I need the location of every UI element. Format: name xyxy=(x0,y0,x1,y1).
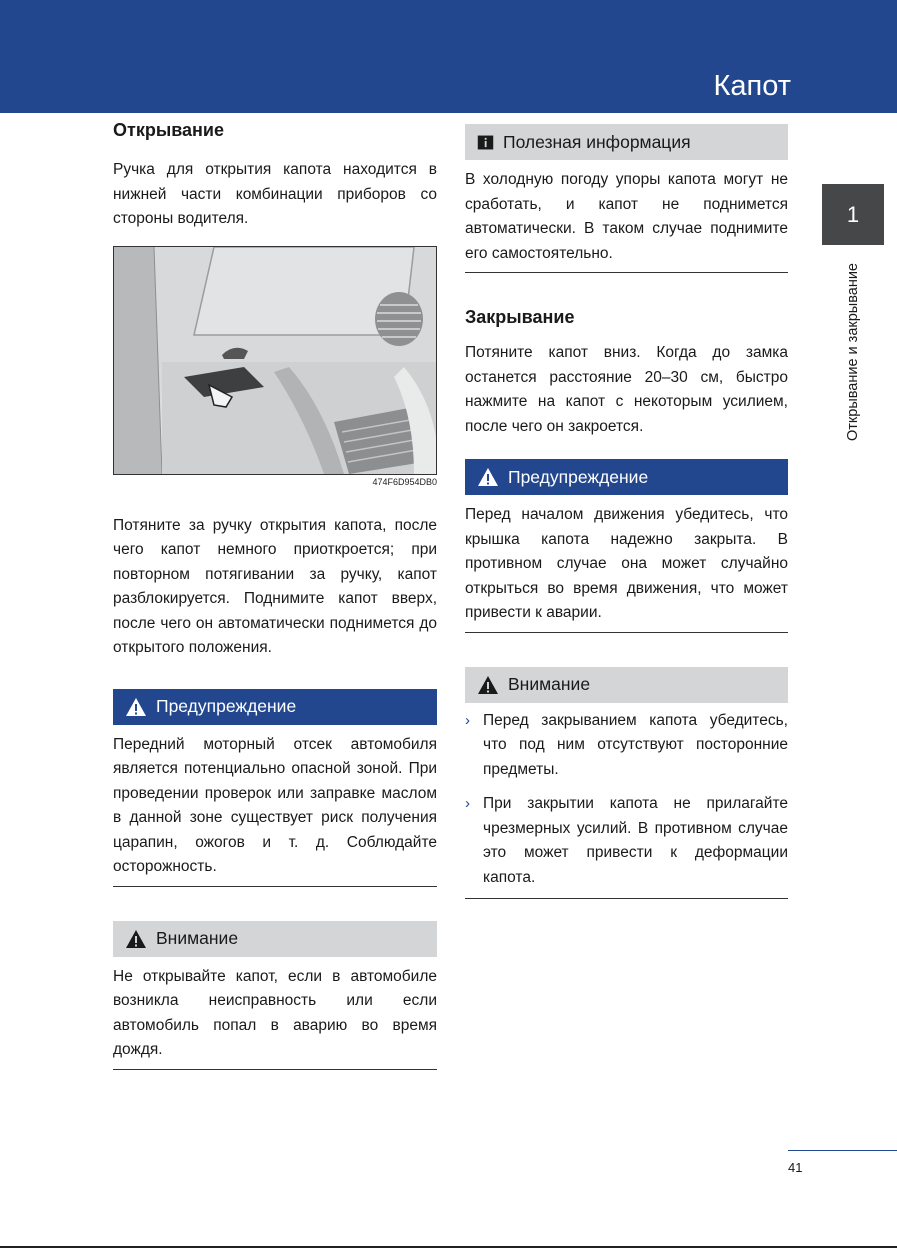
warning-box-title: Предупреждение xyxy=(156,696,297,716)
warning-icon xyxy=(477,467,499,487)
divider xyxy=(465,272,788,273)
divider xyxy=(465,632,788,633)
hood-release-figure xyxy=(113,246,437,475)
chevron-right-icon: › xyxy=(465,795,470,812)
page-number: 41 xyxy=(788,1160,803,1175)
list-item xyxy=(465,709,788,783)
page-title: Капот xyxy=(713,70,791,102)
warning-box-title: Предупреждение xyxy=(508,466,649,487)
caution-box-header xyxy=(465,667,788,703)
divider xyxy=(465,898,788,899)
divider xyxy=(113,1069,437,1070)
info-box-text: В холодную погоду упоры капота могут не сработать, и капот не поднимется автоматически. В таком случае поднимите его самостоятельно. xyxy=(465,171,788,262)
caution-list xyxy=(465,709,788,891)
warning-icon xyxy=(125,697,147,717)
chevron-right-icon: › xyxy=(465,711,470,729)
info-box-title: Полезная информация xyxy=(503,131,691,152)
section-heading-closing: Закрывание xyxy=(465,307,575,327)
caution-box-text: Не открывайте капот, если в автомобиле возникла неисправность или если автомобиль попал в аварию во время дождя. xyxy=(113,967,437,1058)
info-icon xyxy=(477,134,494,151)
info-box-header xyxy=(465,124,788,160)
opening-body-text: Потяните за ручку открытия капота, после чего капот немного приоткроется; при повторном потягивании за ручку, капот разблокируется. Поднимите капот вверх, после чего он автоматически поднимется до открытого положения. xyxy=(113,516,437,656)
chapter-side-label: Открывание и закрывание xyxy=(845,262,861,442)
right-column xyxy=(465,124,788,899)
warning-box-text: Передний моторный отсек автомобиля является потенциально опасной зоной. При проведении проверок или заправке маслом в данной зоне существует риск получения царапин, ожогов и т. д. Соблюдайте осторожность. xyxy=(113,735,437,875)
caution-box-header xyxy=(113,921,437,957)
caution-box-title: Внимание xyxy=(508,674,591,694)
warning-box-header xyxy=(113,689,437,725)
chapter-number-tab: 1 xyxy=(822,184,884,245)
list-item xyxy=(465,792,788,890)
closing-body-text: Потяните капот вниз. Когда до замка останется расстояние 20–30 см, быстро нажмите на капот с некоторым усилием, после чего он закроется. xyxy=(465,344,788,435)
footer-rule xyxy=(788,1150,897,1151)
section-heading-opening: Открывание xyxy=(113,120,224,140)
warning-box-header xyxy=(465,459,788,495)
list-item-text: Перед закрыванием капота убедитесь, что под ним отсутствуют посторонние предметы. xyxy=(483,711,788,778)
header-bar xyxy=(0,0,897,113)
divider xyxy=(113,886,437,887)
warning-box-text: Перед началом движения убедитесь, что крышка капота надежно закрыта. В противном случае она может случайно открыться во время движения, что может привести к аварии. xyxy=(465,506,788,621)
caution-icon xyxy=(125,929,147,949)
list-item-text: При закрытии капота не прилагайте чрезмерных усилий. В противном случае это может привести к деформации капота. xyxy=(483,795,788,886)
figure-code: 474F6D954DB0 xyxy=(372,476,437,487)
hood-release-illustration xyxy=(114,247,436,474)
caution-icon xyxy=(477,675,499,695)
caution-box-title: Внимание xyxy=(156,928,239,948)
left-column xyxy=(113,118,437,1070)
opening-intro-text: Ручка для открытия капота находится в нижней части комбинации приборов со стороны водителя. xyxy=(113,161,437,227)
